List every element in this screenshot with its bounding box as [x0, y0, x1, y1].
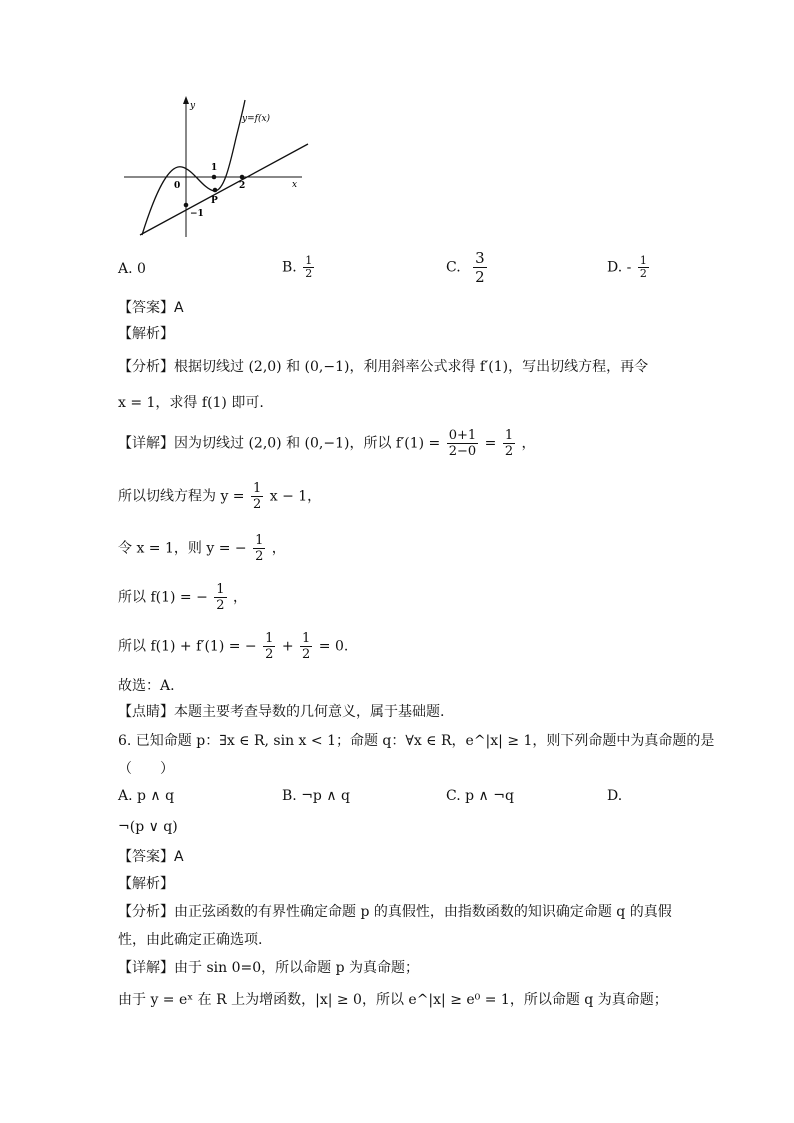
- q6-analysis: 【解析】: [118, 876, 174, 892]
- q5-sum-frac1: [263, 631, 275, 662]
- q5-sum-num1: 1: [265, 631, 274, 646]
- q5-detail-1-frac1: [447, 428, 478, 459]
- q5-option-d-num: 1: [639, 254, 647, 267]
- q5-detail-1-eq: =: [484, 435, 497, 452]
- q5-f1-post: ，: [233, 589, 248, 606]
- q5-option-b: [282, 255, 316, 280]
- q5-option-b-frac: [303, 255, 314, 280]
- q5-option-c-frac: [473, 249, 487, 286]
- q5-sum-post: = 0.: [318, 638, 349, 655]
- q5-detail-1-post: ，: [521, 435, 536, 452]
- point-one: [212, 175, 217, 180]
- q5-option-d: [607, 255, 651, 280]
- q5-option-c-prefix: C.: [446, 259, 461, 276]
- q5-tangent: [118, 481, 321, 512]
- q5-detail-1-frac2: [503, 428, 515, 459]
- q5-option-b-num: 1: [305, 254, 313, 267]
- q6-option-d-cont: ¬(p ∨ q): [118, 819, 178, 835]
- q5-analysis: 【解析】: [118, 326, 174, 342]
- q5-tangent-pre: 所以切线方程为 y =: [118, 488, 245, 505]
- q5-option-b-den: 2: [305, 267, 313, 280]
- q5-tangent-frac: [251, 481, 263, 512]
- q5-option-d-frac: [638, 255, 649, 280]
- neg-one-label: −1: [190, 209, 204, 219]
- q5-option-d-prefix: D. -: [607, 259, 632, 276]
- q6-fenxi-1: 【分析】由正弦函数的有界性确定命题 p 的真假性，由指数函数的知识确定命题 q 的真假: [118, 904, 672, 920]
- q5-answer: 【答案】A: [118, 300, 184, 316]
- q5-sum-num2: 1: [302, 631, 311, 646]
- y-axis-label: y: [190, 101, 196, 111]
- q5-detail-1-num1: 0+1: [448, 428, 477, 443]
- q5-ling-den: 2: [255, 549, 264, 564]
- q5-detail-1-den2: 2: [504, 444, 514, 459]
- q5-tangent-post: x − 1，: [269, 488, 322, 505]
- q5-sum-den2: 2: [302, 647, 311, 662]
- q5-detail-1-den1: 2−0: [448, 444, 477, 459]
- q5-sum-den1: 2: [265, 647, 274, 662]
- point-two: [240, 175, 245, 180]
- origin-label: 0: [174, 181, 181, 191]
- point-neg-one: [184, 203, 189, 208]
- q5-sum-frac2: [300, 631, 312, 662]
- q5-f1-pre: 所以 f(1) = −: [118, 589, 208, 606]
- one-label: 1: [211, 163, 218, 173]
- q5-option-c: [446, 249, 489, 286]
- q5-tangent-den: 2: [253, 497, 262, 512]
- q5-option-a: A. 0: [118, 261, 146, 277]
- q5-fenxi-1: 【分析】根据切线过 (2,0) 和 (0,−1)，利用斜率公式求得 f′(1)，写出切线方程，再令: [118, 359, 649, 375]
- q5-f1: [118, 582, 247, 613]
- q6-option-b: B. ¬p ∧ q: [282, 788, 350, 804]
- q6-option-a: A. p ∧ q: [118, 788, 175, 804]
- q5-sum-plus: +: [281, 638, 294, 655]
- q6-fenxi-2: 性，由此确定正确选项.: [118, 932, 263, 948]
- q5-ling-pre: 令 x = 1，则 y = −: [118, 540, 247, 557]
- q5-option-d-den: 2: [639, 267, 647, 280]
- q5-tangent-num: 1: [253, 481, 262, 496]
- q5-ling-post: ，: [271, 540, 286, 557]
- q5-option-c-den: 2: [475, 268, 485, 286]
- function-graph: [112, 92, 312, 242]
- x-axis-label: x: [292, 180, 298, 190]
- point-p: [213, 188, 218, 193]
- q5-detail-1: [118, 428, 536, 459]
- q5-f1-num: 1: [216, 582, 225, 597]
- q6-answer: 【答案】A: [118, 849, 184, 865]
- q5-ling: [118, 533, 286, 564]
- two-label: 2: [239, 181, 246, 191]
- tangent-line: [140, 144, 308, 235]
- q5-sum: [118, 631, 348, 662]
- q6-stem-2: （ ）: [118, 761, 174, 777]
- q6-option-c: C. p ∧ ¬q: [446, 788, 514, 804]
- q5-sum-pre: 所以 f(1) + f′(1) = −: [118, 638, 257, 655]
- q5-fenxi-2: x = 1，求得 f(1) 即可.: [118, 395, 264, 411]
- q5-f1-frac: [214, 582, 226, 613]
- q5-detail-1-num2: 1: [504, 428, 514, 443]
- q5-ling-frac: [253, 533, 265, 564]
- q5-option-c-num: 3: [475, 249, 485, 267]
- q5-ling-num: 1: [255, 533, 264, 548]
- q5-dianjing: 【点睛】本题主要考查导数的几何意义，属于基础题.: [118, 704, 445, 720]
- q5-option-b-prefix: B.: [282, 259, 297, 276]
- q6-option-d: D.: [607, 788, 623, 804]
- q5-choose: 故选：A.: [118, 678, 175, 694]
- p-label: P: [211, 196, 218, 206]
- curve-label: y=f(x): [242, 114, 271, 124]
- y-axis-arrow: [183, 96, 189, 104]
- q6-detail-1: 【详解】由于 sin 0=0，所以命题 p 为真命题；: [118, 960, 419, 976]
- q6-detail-2: 由于 y = eˣ 在 R 上为增函数，|x| ≥ 0，所以 e^|x| ≥ e⁰ = 1，所以命题 q 为真命题；: [118, 992, 668, 1008]
- q6-stem-1: 6. 已知命题 p：∃x ∈ R, sin x < 1；命题 q：∀x ∈ R，e^|x| ≥ 1，则下列命题中为真命题的是: [118, 733, 715, 749]
- q5-f1-den: 2: [216, 598, 225, 613]
- q5-detail-1-pre: 【详解】因为切线过 (2,0) 和 (0,−1)，所以 f′(1) =: [118, 435, 441, 452]
